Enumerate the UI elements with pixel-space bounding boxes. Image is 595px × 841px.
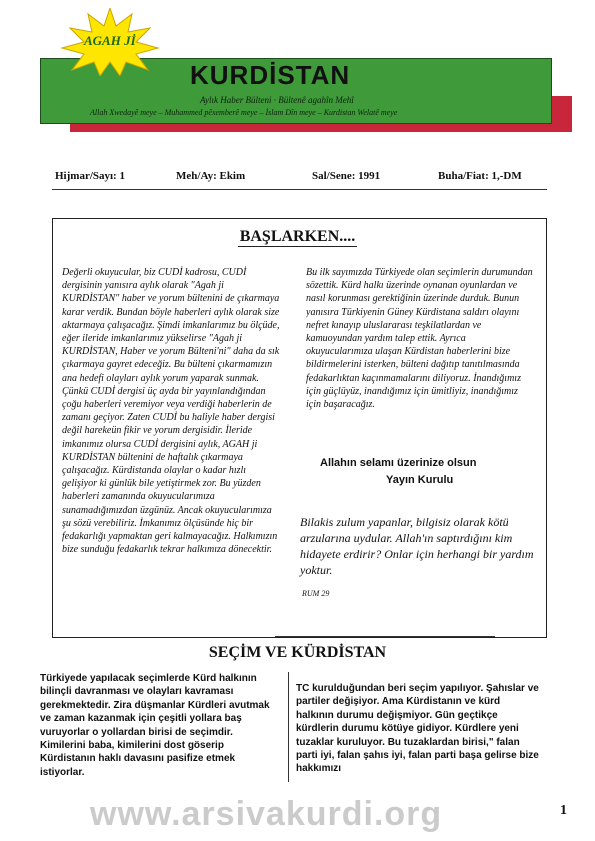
section-divider <box>275 636 495 637</box>
article-right-column: Bu ilk sayımızda Türkiyede olan seçimlerin durumundan sözettik. Kürd halkı üzerinde oynanan oyunlardan ve nasıl korunması gerektiğinin üzerinde durduk. Bunun yanısıra Türkiyenin Güney Kürdistana saldırı olayını nefret kınayıp uluslararası teşkilatlardan ve kamuoyundan yardım talep ettik. Ayrıca okuyucularımıza ulaşan Kürdistan haberlerini bize bildirmelerini isterken, bülteni dağıtıp tanıtılmasında fedakarlıktan kaçınmamalarını diliyoruz. İnandığımız için güçlüyüz, inandığımız için ümitliyiz, inandığımız için başaracağız. <box>306 267 533 411</box>
issue-month: Meh/Ay: Ekim <box>176 170 246 182</box>
column-divider <box>288 672 289 782</box>
issue-year: Sal/Sene: 1991 <box>312 170 381 182</box>
greeting: Allahın selamı üzerinize olsun <box>320 457 477 469</box>
section-right-column: TC kurulduğundan beri seçim yapılıyor. Şahıslar ve partiler değişiyor. Ama Kürdistanın ve kürd halkının durumu değişmiyor. Gün geçtikçe kürdlerin durumu kötüye gidiyor. Kürdlere yeni tuzaklar kuruluyor. Bu tuzaklardan birisi," falan parti iyi, falan şahıs iyi, falan parti başa gelirse bize hakkımızı <box>296 683 539 775</box>
article-left-column: Değerli okuyucular, biz CUDİ kadrosu, CUDİ dergisinin yanısıra aylık olarak "Agah ji KURDİSTAN" haber ve yorum bültenini de çıkarmaya karar verdik. Bundan böyle haberleri aylık olarak size aktarmaya çalışacağız. Şimdi imkanlarımız bu ölçüde, eğer ileride imkanlarımız yükselirse "Agah ji KURDİSTAN, Haber ve yorum Bülteni'ni" daha da sık çıkarmaya gayret edeceğiz. Bu bülteni çıkarmamızın ana hedefi olayları aylık yorum yaparak sunmak. Çünkü CUDİ dergisi üç ayda bir yayınlandığından çoğu haberleri veremiyor veya verdiği haberlerin de zamanı geçiyor. Zaten CUDİ bu haliyle haber dergisi değil harekeün fikir ve yorum dergisidir. İleride imkanımız olursa CUDİ dergisini aylık, AGAH ji KURDİSTAN bültenini de haftalık çıkarmaya çalışacağız. Kürdistanda olaylar o kadar hızlı gelişiyor ki günlük bile yetiştirmek zor. Bu yüzden haberleri zamanında okuyucularımıza sunamadığımızdan üzgünüz. Ancak okuyucularımıza şu sözü verebiliriz. İmkanımız ölçüsünde hiç bir fedakarlığı yapmaktan geri kalmayacağız. Halkımızın bize sunduğu fedakarlık tekrar halkımıza dönecektir. <box>62 267 280 556</box>
quote: Bilakis zulum yapanlar, bilgisiz olarak kötü arzularına uydular. Allah'ın saptırdığını kim hidayete erdirir? Onlar için herhangi bir yardım yoktur. <box>300 515 534 577</box>
article-title: BAŞLARKEN.... <box>239 228 356 245</box>
masthead-title: KURDİSTAN <box>190 60 351 90</box>
badge-text: AGAH Jİ <box>84 33 136 48</box>
page-number: 1 <box>560 803 567 818</box>
watermark: www.arsivakurdi.org <box>90 795 443 833</box>
issue-number: Hijmar/Sayı: 1 <box>55 170 125 182</box>
section-title: SEÇİM VE KÜRDİSTAN <box>208 644 387 661</box>
masthead-motto: Allah Xwedayê meye – Muhammed pêxemberê meye – İslam Dîn meye – Kurdistan Welatê meye <box>90 108 398 117</box>
section-left-column: Türkiyede yapılacak seçimlerde Kürd halkının bilinçli davranması ve olayları kavraması gerekmektedir. Zira düşmanlar Kürdleri avutmak ve zaman kazanmak için çeşitli yollara baş vuruyorlar o yollardan birisi de seçimdir. Kimilerini baba, kimilerini dost göserip Kürdistanın haklı davasını pasifize etmek istiyorlar. <box>40 673 270 778</box>
masthead-subtitle: Aylık Haber Bülteni · Bültenê agahîn Mehî <box>200 95 354 105</box>
divider <box>52 189 547 190</box>
quote-reference: RUM 29 <box>302 589 330 598</box>
issue-price: Buha/Fiat: 1,-DM <box>438 170 522 182</box>
signature: Yayın Kurulu <box>386 474 454 486</box>
